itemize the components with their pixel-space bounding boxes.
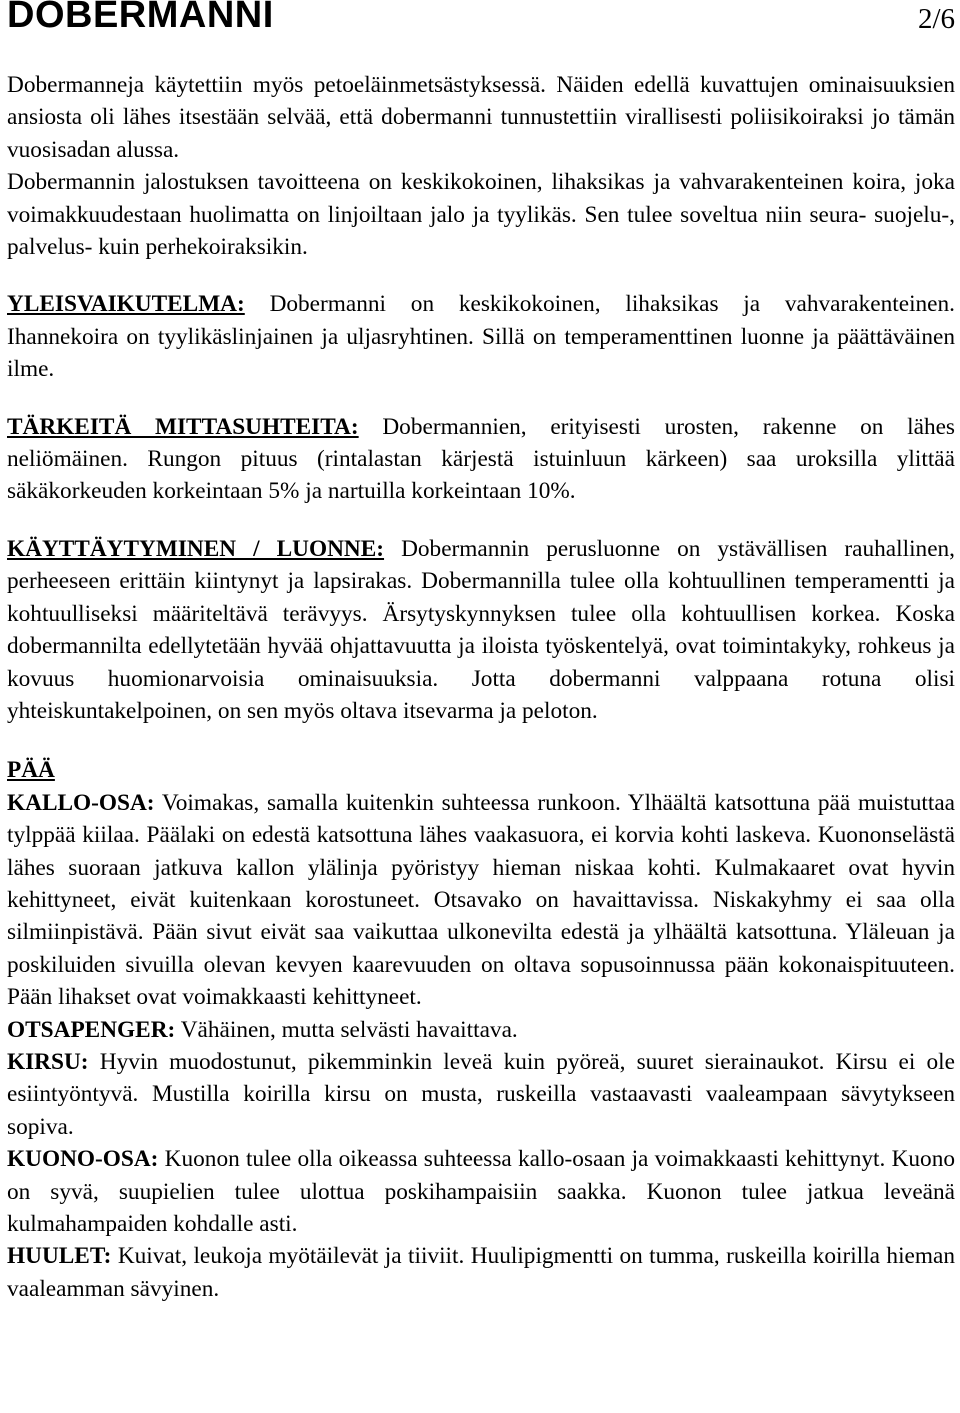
document-title: DOBERMANNI [7,0,274,36]
section-heading-paa: PÄÄ [7,757,55,784]
section-yleisvaikutelma [7,288,955,385]
page-number: 2/6 [917,3,955,35]
section-text: Dobermannin perusluonne on ystävällisen rauhallinen, perheeseen erittäin kiintynyt ja lapsirakas. Dobermannilla tulee olla kohtuullinen temperamentti ja kohtuulliseksi määriteltävä terävyys. Ärsytyskynnyksen tulee olla kohtuullisen korkea. Koska dobermannilta edellytetään hyvää ohjattavuutta ja iloista työskentelyä, ovat toimintakyky, rohkeus ja kovuus huomionarvoisia ominaisuuksia. Jotta dobermanni valppaana rotuna olisi yhteiskuntakelpoinen, on sen myös oltava itsevarma ja peloton. [7,535,956,724]
field-text: Vähäinen, mutta selvästi havaittava. [180,1016,518,1043]
paa-kallo-osa [7,787,955,1014]
field-label: KIRSU: [7,1048,89,1075]
spacer [7,727,955,754]
field-label: HUULET: [7,1243,112,1270]
section-label: KÄYTTÄYTYMINEN / LUONNE: [7,535,385,562]
section-mittasuhteet [7,411,955,508]
spacer [7,263,955,288]
section-label: TÄRKEITÄ MITTASUHTEITA: [7,413,359,440]
paa-huulet [7,1240,955,1305]
field-text: Hyvin muodostunut, pikemminkin leveä kuin pyöreä, suuret sierainaukot. Kirsu ei ole esiintyöntyvä. Mustilla koirilla kirsu on musta, ruskeilla vastaavasti vaaleampaan sävytykseen sopiva. [7,1048,955,1140]
intro-paragraph-1: Dobermanneja käytettiin myös petoeläinmetsästyksessä. Näiden edellä kuvattujen ominaisuuksien ansiosta oli lähes itsestään selvää, että dobermanni tunnustettiin virallisesti poliisikoiraksi jo tämän vuosisadan alussa. [7,72,955,163]
field-text: Kuivat, leukoja myötäilevät ja tiiviit. Huulipigmentti on tumma, ruskeilla koirilla hieman vaaleamman sävyinen. [7,1243,955,1302]
document-page [7,0,955,1305]
paa-kirsu [7,1046,955,1143]
spacer [7,508,955,533]
field-label: KALLO-OSA: [7,789,155,816]
intro-paragraph-2: Dobermannin jalostuksen tavoitteena on keskikokoinen, lihaksikas ja vahvarakenteinen koira, joka voimakkuudestaan huolimatta on linjoiltaan jalo ja tyylikäs. Sen tulee soveltua niin seura- suojelu-, palvelus- kuin perhekoiraksikin. [7,169,955,261]
field-text: Voimakas, samalla kuitenkin suhteessa runkoon. Ylhäältä katsottuna pää muistuttaa tylppää kiilaa. Päälaki on edestä katsottuna lähes vaakasuora, ei korvia kohti laskeva. Kuononselästä lähes suoraan jatkuva kallon ylälinja pyöristyy hieman niskaa kohti. Kulmakaaret ovat hyvin kehittyneet, eivät kuitenkaan korostuneet. Otsavako on havaittavissa. Niskakyhmy ei saa olla silmiinpistävä. Pään sivut eivät saa vaikuttaa ulkonevilta edestä ja ylhäältä katsottuna. Yläleuan ja poskiluiden sivuilla olevan kevyen kaarevuuden on oltava sopusoinnussa pään kokonaispituuteen. Pään lihakset ovat voimakkaasti kehittyneet. [7,789,956,1011]
field-label: OTSAPENGER: [7,1016,176,1043]
field-label: KUONO-OSA: [7,1146,159,1173]
field-text: Kuonon tulee olla oikeassa suhteessa kallo-osaan ja voimakkaasti kehittynyt. Kuono on syvä, suupielien tulee ulottua poskihampaisiin saakka. Kuonon tulee jatkua leveänä kulmahampaiden kohdalle asti. [7,1146,955,1237]
section-label: YLEISVAIKUTELMA: [7,291,245,318]
section-luonne [7,533,955,727]
page-header [7,0,955,40]
spacer [7,386,955,411]
section-text: Dobermannien, erityisesti urosten, rakenne on lähes neliömäinen. Rungon pituus (rintalastan kärjestä istuinluun kärkeen) saa uroksilla ylittää säkäkorkeuden korkeintaan 5% ja nartuilla korkeintaan 10%. [7,413,955,505]
section-text: Dobermanni on keskikokoinen, lihaksikas ja vahvarakenteinen. Ihannekoira on tyylikäslinjainen ja uljasryhtinen. Sillä on temperamenttinen luonne ja päättäväinen ilme. [7,291,955,383]
paa-otsapenger [7,1014,955,1046]
paa-kuono-osa [7,1143,955,1240]
